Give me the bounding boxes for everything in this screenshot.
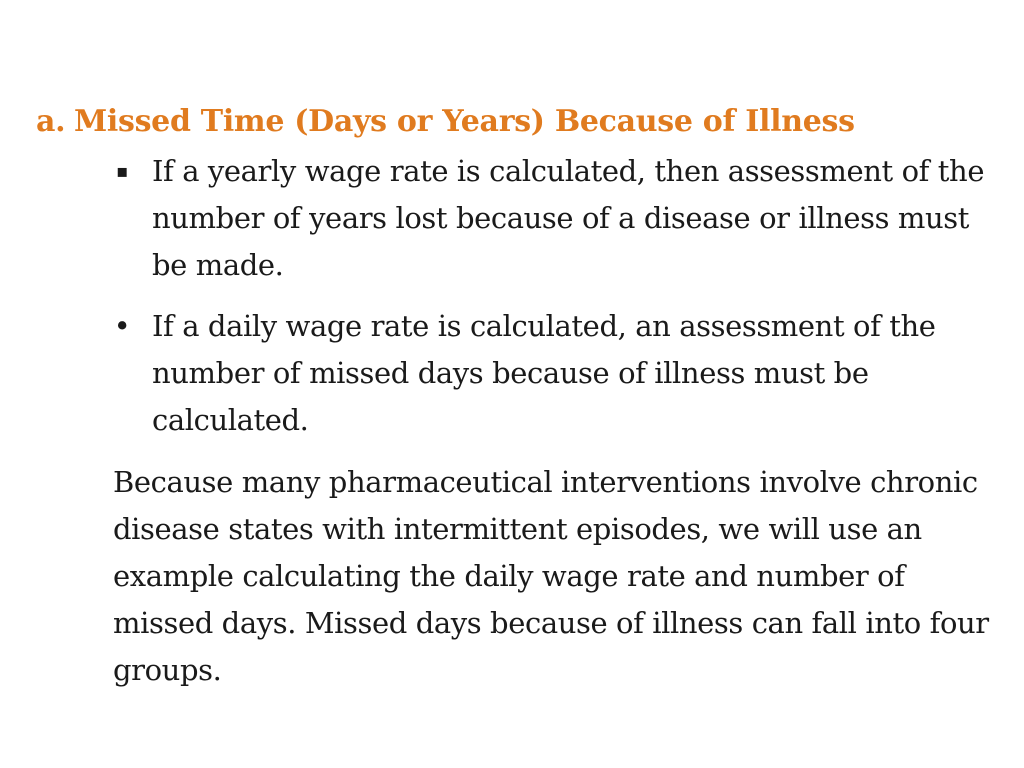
bullet-text: If a yearly wage rate is calculated, then assessment of the number of years lost because of a disease or illness must be made. <box>152 154 985 282</box>
square-bullet-icon: ▪ <box>116 161 128 182</box>
body-paragraph: Because many pharmaceutical interventions involve chronic disease states with intermittent episodes, we will use an example calculating the daily wage rate and number of missed days. Missed days because of illness can fall into four groups. <box>113 465 989 687</box>
bullet-item-daily-wage <box>113 303 992 444</box>
round-bullet-icon: • <box>113 309 131 343</box>
bullet-text: If a daily wage rate is calculated, an assessment of the number of missed days because of illness must be calculated. <box>152 309 936 437</box>
section-heading <box>36 104 855 139</box>
section-title: Missed Time (Days or Years) Because of Illness <box>74 104 855 139</box>
bullet-item-yearly-wage <box>116 148 992 289</box>
section-marker: a. <box>36 104 66 139</box>
